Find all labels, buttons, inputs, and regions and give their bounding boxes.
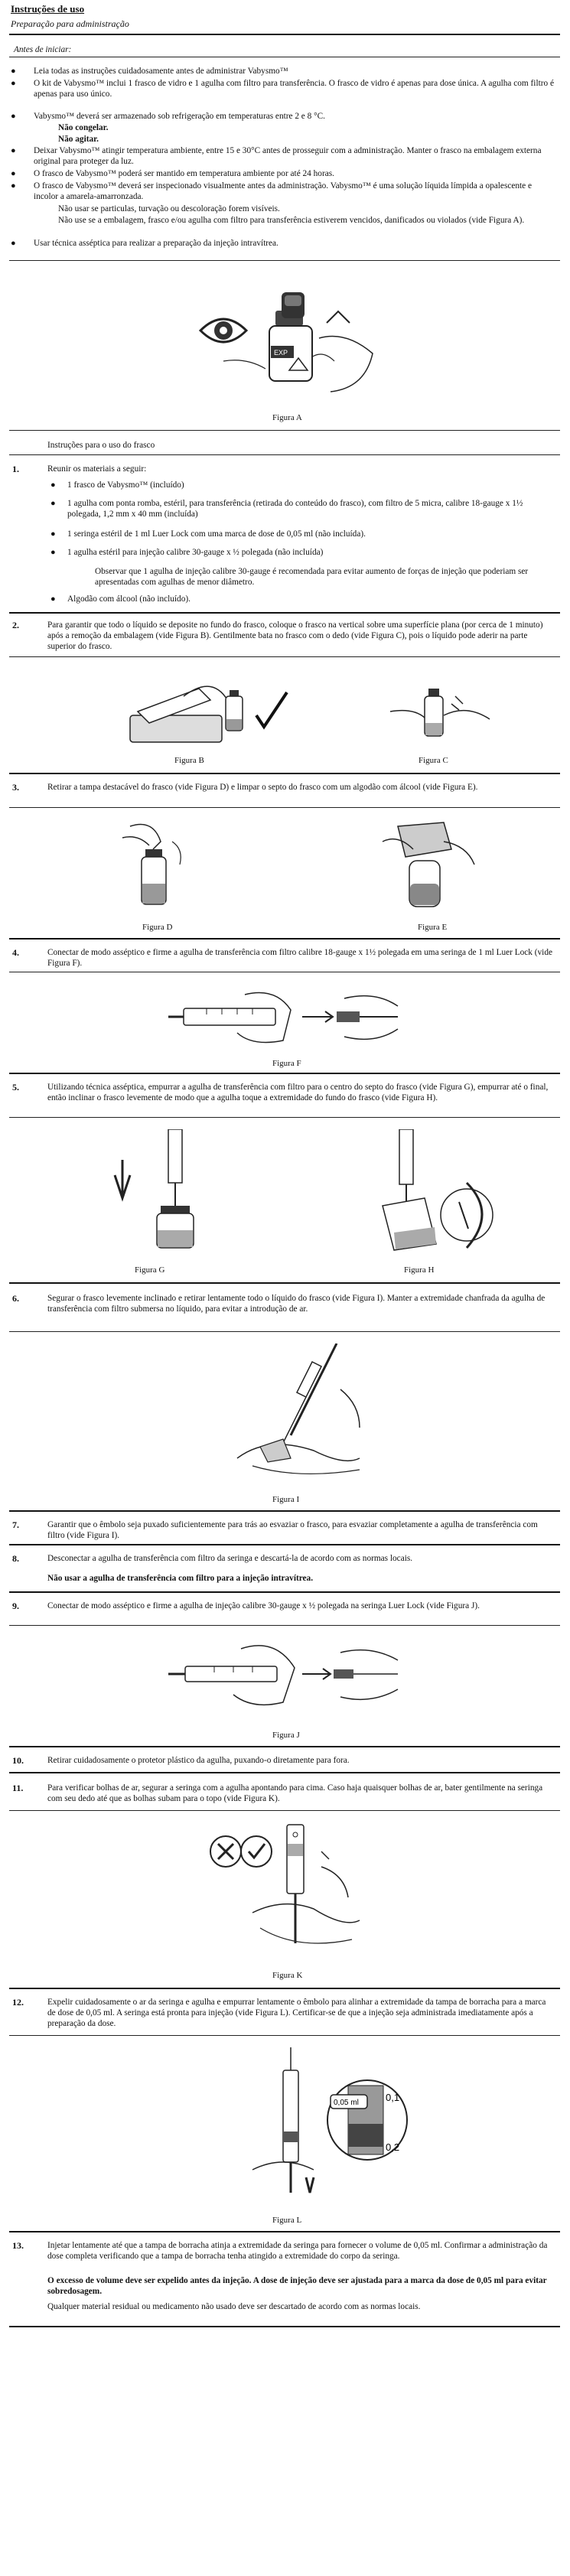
bullet-room-temperature: Deixar Vabysmo™ atingir temperatura ambiente, entre 15 e 30°C antes de prosseguir com a administração. Manter o frasco na embalagem externa original para proteger da luz. (34, 146, 542, 166)
divider (9, 34, 560, 35)
figure-g-caption: Figura G (135, 1265, 165, 1275)
step-1-text: Reunir os materiais a seguir: (47, 464, 147, 474)
step-2-number: 2. (12, 620, 19, 630)
bullet-dot: ● (50, 594, 56, 604)
figure-e-caption: Figura E (418, 923, 448, 932)
section-heading-vial-use: Instruções para o uso do frasco (47, 441, 155, 450)
divider (9, 773, 560, 774)
figure-l-caption: Figura L (272, 2216, 302, 2225)
bullet-read-instructions: Leia todas as instruções cuidadosamente antes de administrar Vabysmo™ (34, 67, 288, 76)
step-6-number: 6. (12, 1293, 19, 1304)
scale-label-top: 0,1 (386, 2092, 400, 2103)
material-syringe: 1 seringa estéril de 1 ml Luer Lock com uma marca de dose de 0,05 ml (não incluída). (67, 529, 366, 539)
figure-c-illustration (383, 673, 497, 750)
step-10-text: Retirar cuidadosamente o protetor plástico da agulha, puxando-o diretamente para fora. (47, 1756, 350, 1765)
divider (9, 612, 560, 614)
step-3-number: 3. (12, 782, 19, 793)
figure-f-caption: Figura F (272, 1059, 301, 1068)
bullet-inspect: O frasco de Vabysmo™ deverá ser inspecionado visualmente antes da administração. Vabysmo™ é uma solução líquida límpida a opalescente e incolor a amarela-amarronzada. (34, 181, 533, 201)
step-13-disposal: Qualquer material residual ou medicamento não usado deve ser descartado de acordo com as normas locais. (47, 2302, 421, 2311)
divider (9, 1282, 560, 1284)
step-12-number: 12. (12, 1997, 24, 2008)
figure-d-caption: Figura D (142, 923, 173, 932)
figure-a-illustration (193, 285, 407, 399)
bullet-kit-contents: O kit de Vabysmo™ inclui 1 frasco de vidro e 1 agulha com filtro para transferência. O frasco de vidro é apenas para dose única. A agulha com filtro é apenas para uso único. (34, 79, 554, 99)
divider (9, 1510, 560, 1512)
figure-b-illustration (115, 673, 298, 750)
note-particles: Não usar se particulas, turvação ou descoloração forem visíveis. (58, 204, 280, 213)
figure-i-illustration (207, 1343, 375, 1481)
divider (9, 1544, 560, 1545)
divider (9, 1591, 560, 1593)
figure-d-illustration (107, 819, 207, 910)
divider (9, 1746, 560, 1747)
step-9-text: Conectar de modo asséptico e firme a agulha de injeção calibre 30-gauge x ½ polegada na seringa Luer Lock (vide Figura J). (47, 1601, 480, 1610)
step-7-number: 7. (12, 1519, 19, 1530)
note-damaged-package: Não use se a embalagem, frasco e/ou agulha com filtro para transferência estiverem vencidos, danificados ou violados (vide Figura A). (58, 216, 525, 225)
bullet-dot: ● (50, 499, 56, 508)
step-12-text: Expelir cuidadosamente o ar da seringa e agulha e empurrar lentamente o êmbolo para alinhar a extremidade da tampa de borracha para a marca de dose de 0,05 ml. A seringa está pronta para injeção (vide Figura L). Certificar-se de que a injeção seja administrada imediatamente após a preparação da dose. (47, 1998, 546, 2028)
figure-h-illustration (352, 1129, 497, 1252)
divider (9, 2231, 560, 2232)
figure-l-illustration (207, 2047, 413, 2200)
bullet-aseptic: Usar técnica asséptica para realizar a preparação da injeção intravítrea. (34, 239, 278, 248)
step-8-warning: Não usar a agulha de transferência com filtro para a injeção intravítrea. (47, 1574, 314, 1583)
step-6-text: Segurar o frasco levemente inclinado e retirar lentamente todo o líquido do frasco (vide Figura I). Manter a extremidade chanfrada da agulha de transferência com filtro submersa no líquido, para evitar a introdução de ar. (47, 1294, 546, 1314)
bullet-dot: ● (11, 112, 16, 121)
divider (9, 260, 560, 261)
divider (9, 1073, 560, 1074)
figure-k-caption: Figura K (272, 1971, 303, 1980)
figure-e-illustration (367, 819, 482, 910)
scale-label-bottom: 0,2 (386, 2141, 400, 2153)
note-do-not-shake: Não agitar. (58, 135, 99, 144)
divider (9, 807, 560, 808)
step-13-text: Injetar lentamente até que a tampa de borracha atinja a extremidade da seringa para fornecer o volume de 0,05 ml. Confirmar a administração da dose completa verificando que a tampa de borracha tenha atingido a extremidade do corpo da seringa. (47, 2241, 548, 2261)
exp-label: EXP (274, 349, 288, 357)
note-do-not-freeze: Não congelar. (58, 123, 109, 132)
step-11-text: Para verificar bolhas de ar, segurar a seringa com a agulha apontando para cima. Caso haja quaisquer bolhas de ar, bater gentilmente na seringa com seu dedo até que as bolhas subam para o topo (vide Figura K). (47, 1783, 543, 1803)
bullet-dot: ● (50, 529, 56, 539)
step-13-warning: O excesso de volume deve ser expelido antes da injeção. A dose de injeção deve ser ajustada para a marca da dose de 0,05 ml para evitar sobredosagem. (47, 2276, 547, 2296)
figure-i-caption: Figura I (272, 1495, 300, 1504)
step-13-number: 13. (12, 2240, 24, 2251)
bullet-dot: ● (11, 67, 16, 76)
material-injection-needle: 1 agulha estéril para injeção calibre 30-gauge x ½ polegada (não incluída) (67, 548, 324, 557)
figure-c-caption: Figura C (419, 756, 448, 765)
divider (9, 1772, 560, 1773)
step-3-text: Retirar a tampa destacável do frasco (vide Figura D) e limpar o septo do frasco com um algodão com álcool (vide Figura E). (47, 783, 478, 792)
figure-j-caption: Figura J (272, 1731, 300, 1740)
step-11-number: 11. (12, 1783, 24, 1793)
step-5-text: Utilizando técnica asséptica, empurrar a agulha de transferência com filtro para o centro do septo do frasco (vide Figura G), empurrar até o final, então inclinar o frasco levemente de modo que a agulha toque a extremidade do fundo do frasco (vide Figura H). (47, 1083, 549, 1102)
figure-j-illustration (168, 1637, 406, 1714)
divider (9, 2035, 560, 2036)
bullet-dot: ● (11, 146, 16, 155)
figure-g-illustration (99, 1129, 214, 1252)
divider (9, 656, 560, 657)
bullet-dot: ● (11, 169, 16, 178)
step-10-number: 10. (12, 1755, 24, 1766)
section-heading-before: Antes de iniciar: (14, 45, 72, 54)
figure-h-caption: Figura H (404, 1265, 435, 1275)
divider (9, 938, 560, 940)
bullet-dot: ● (11, 181, 16, 191)
bullet-24-hours: O frasco de Vabysmo™ poderá ser mantido em temperatura ambiente por até 24 horas. (34, 169, 334, 178)
dose-mark-label: 0,05 ml (334, 2099, 359, 2107)
divider (9, 2326, 560, 2327)
divider (9, 430, 560, 431)
divider (9, 1331, 560, 1332)
page-title: Instruções de uso (11, 3, 85, 15)
figure-k-illustration (207, 1821, 375, 1959)
divider (9, 1810, 560, 1811)
material-note: Observar que 1 agulha de injeção calibre 30-gauge é recomendada para evitar aumento de forças de injeção que poderiam ser apresentadas com agulhas de menor diâmetro. (95, 567, 529, 587)
material-alcohol-swab: Algodão com álcool (não incluído). (67, 594, 191, 604)
divider (9, 1988, 560, 1989)
step-8-text: Desconectar a agulha de transferência com filtro da seringa e descartá-la de acordo com as normas locais. (47, 1554, 413, 1563)
material-transfer-needle: 1 agulha com ponta romba, estéril, para transferência (retirada do conteúdo do frasco), com filtro de 5 micra, calibre 18-gauge x 1½ polegada, 1,2 mm x 40 mm (incluída) (67, 499, 523, 519)
divider (9, 1117, 560, 1118)
page-subtitle: Preparação para administração (11, 18, 129, 29)
divider (9, 1625, 560, 1626)
step-7-text: Garantir que o êmbolo seja puxado suficientemente para trás ao esvaziar o frasco, para esvaziar completamente a agulha de transferência com filtro (vide Figura I). (47, 1520, 538, 1540)
figure-f-illustration (168, 987, 406, 1048)
bullet-dot: ● (50, 548, 56, 557)
step-8-number: 8. (12, 1553, 19, 1564)
bullet-dot: ● (11, 79, 16, 88)
figure-b-caption: Figura B (174, 756, 204, 765)
step-9-number: 9. (12, 1601, 19, 1611)
bullet-dot: ● (50, 480, 56, 490)
figure-a-caption: Figura A (272, 413, 302, 422)
material-vial: 1 frasco de Vabysmo™ (incluído) (67, 480, 184, 490)
step-1-number: 1. (12, 464, 19, 474)
step-4-text: Conectar de modo asséptico e firme a agulha de transferência com filtro calibre 18-gauge x 1½ polegada em uma seringa de 1 ml Luer Lock (vide Figura F). (47, 948, 552, 968)
divider (9, 454, 560, 455)
bullet-storage: Vabysmo™ deverá ser armazenado sob refrigeração em temperaturas entre 2 e 8 °C. (34, 112, 325, 121)
step-2-text: Para garantir que todo o líquido se deposite no fundo do frasco, coloque o frasco na vertical sobre uma superfície plana (por cerca de 1 minuto) após a remoção da embalagem (vide Figura B). Gentilmente bata no frasco com o dedo (vide Figura C), pois o líquido pode aderir na parte superior do frasco. (47, 620, 543, 651)
step-5-number: 5. (12, 1082, 19, 1093)
step-4-number: 4. (12, 947, 19, 958)
bullet-dot: ● (11, 239, 16, 248)
